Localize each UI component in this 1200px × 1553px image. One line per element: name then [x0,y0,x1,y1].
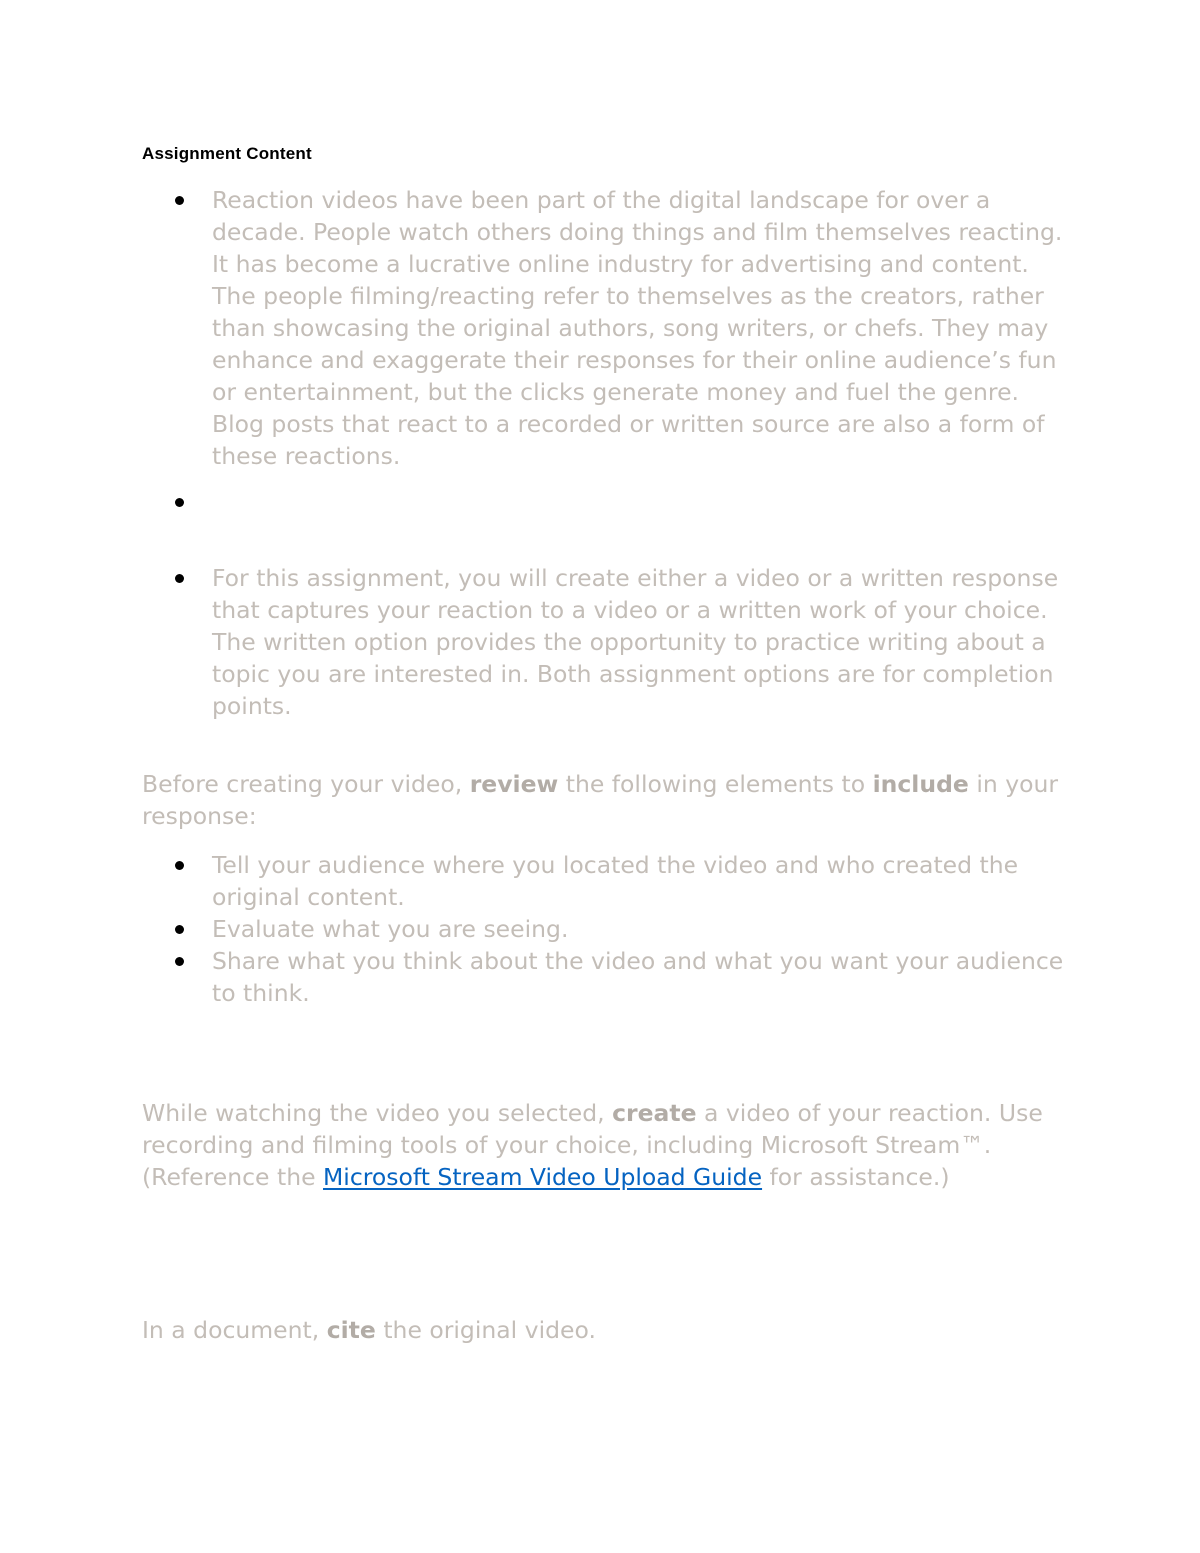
bullet-icon [175,196,184,205]
elements-bullet-list [142,849,1072,1009]
bullet-icon [175,925,184,934]
cite-paragraph: In a document, cite the original video. [142,1316,596,1344]
list-item-text: Share what you think about the video and what you want your audience to think. [212,947,1064,1007]
list-item-text: Evaluate what you are seeing. [212,915,569,943]
stream-upload-guide-link[interactable]: Microsoft Stream Video Upload Guide [323,1163,763,1191]
document-heading: Assignment Content [142,144,312,163]
list-item-text: For this assignment, you will create either a video or a written response that captures your reaction to a video or a written work of your choice. The written option provides the opportunity to practice writing about a topic you are interested in. Both assignment options are for completion points. [212,564,1059,720]
list-item [142,913,1072,945]
list-item-text: Reaction videos have been part of the digital landscape for over a decade. People watch others doing things and film themselves reacting. It has become a lucrative online industry for advertising and content. The people filming/reacting refer to themselves as the creators, rather than showcasing the original authors, song writers, or chefs. They may enhance and exaggerate their responses for their online audience’s fun or entertainment, but the clicks generate money and fuel the genre. Blog posts that react to a recorded or written source are also a form of these reactions. [212,186,1063,470]
intro-bullet-list [142,184,1072,722]
list-item [142,945,1072,1009]
bullet-icon [175,957,184,966]
bullet-icon [175,498,184,507]
list-item [142,486,1072,518]
list-item [142,849,1072,913]
bullet-icon [175,574,184,583]
before-paragraph: Before creating your video, review the following elements to include in your response: [142,770,1059,830]
bullet-icon [175,861,184,870]
list-item [142,562,1072,722]
list-item-text: Tell your audience where you located the video and who created the original content. [212,851,1019,911]
while-paragraph: While watching the video you selected, create a video of your reaction. Use recording and filming tools of your choice, including Microsoft Stream™. (Reference the Microsoft Stream Video Upload Guide for assistance.) [142,1099,1043,1191]
list-item [142,184,1072,472]
